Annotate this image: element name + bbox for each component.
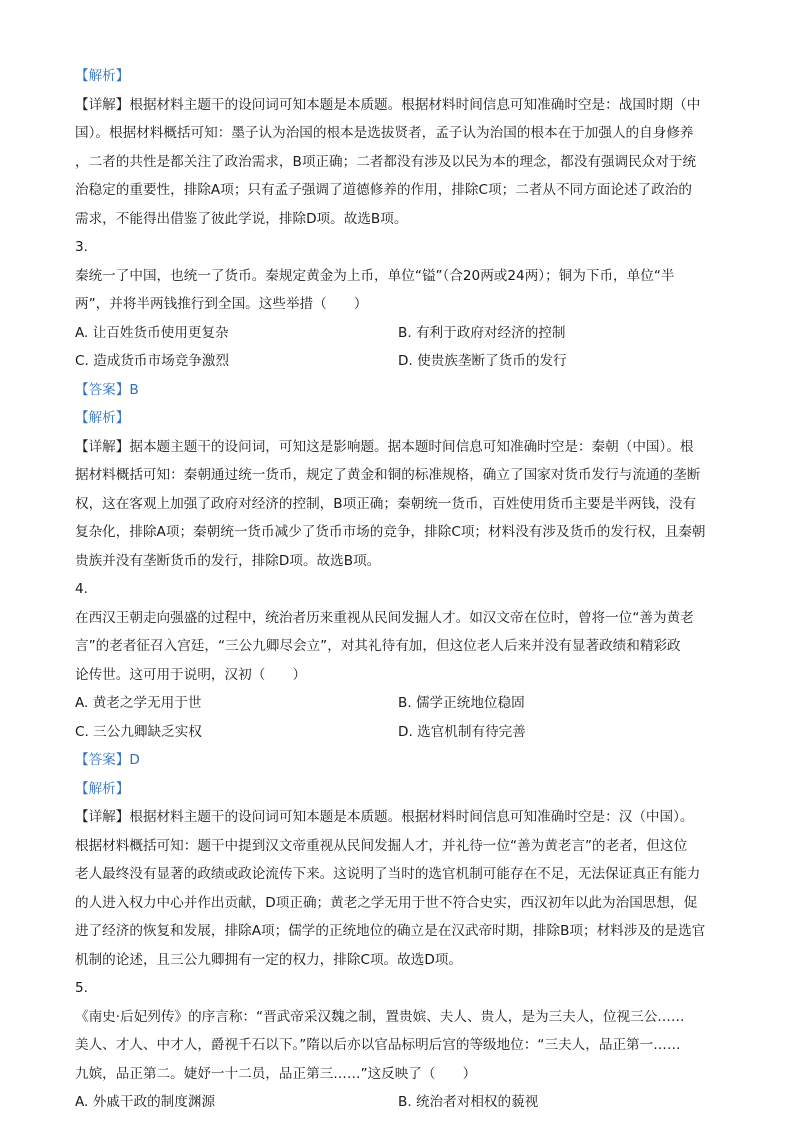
q4-stem-line: 在西汉王朝走向强盛的过程中，统治者历来重视从民间发掘人才。如汉文帝在位时，曾将一位“善为黄老	[75, 609, 694, 626]
q5-stem-line: 《南史·后妃列传》的序言称：“晋武帝采汉魏之制，置贵嫔、夫人、贵人，是为三夫人，位视三公……	[75, 1008, 685, 1025]
q4-detail-line: 的人进入权力中心并作出贡献，D项正确；黄老之学无用于世不符合史实，西汉初年以此为治国思想，促	[75, 894, 698, 911]
q3-options-row-2	[75, 347, 725, 376]
q3-number: 3.	[75, 239, 88, 255]
q3-detail-line: 据材料概括可知：秦朝通过统一货币，规定了黄金和铜的标准规格，确立了国家对货币发行与流通的垄断	[75, 467, 701, 483]
q4-option-d: D. 选官机制有待完善	[398, 723, 526, 740]
q3-stem	[75, 262, 725, 319]
q2-detail-line: 【详解】根据材料主题干的设问词可知本题是本质题。根据材料时间信息可知准确时空是：战国时期（中	[75, 96, 701, 113]
q3-detail-line: 贵族并没有垄断货币的发行，排除D项。故选B项。	[75, 552, 381, 569]
q4-options-row-1	[75, 689, 725, 718]
q4-options-row-2	[75, 718, 725, 747]
q2-detail-line: 需求，不能得出借鉴了彼此学说，排除D项。故选B项。	[75, 210, 408, 227]
q4-detail	[75, 803, 725, 974]
q4-detail-line: 机制的论述，且三公九卿拥有一定的权力，排除C项。故选D项。	[75, 951, 462, 968]
q4-detail-line: 【详解】根据材料主题干的设问词可知本题是本质题。根据材料时间信息可知准确时空是：汉（中国）。	[75, 809, 694, 825]
q3-option-a: A. 让百姓货币使用更复杂	[75, 324, 229, 341]
q5-stem	[75, 1003, 725, 1089]
q5-stem-line: 九嫔，品正第二。婕妤一十二员，品正第三……”这反映了（ ）	[75, 1065, 477, 1082]
q3-stem-line: 秦统一了中国，也统一了货币。秦规定黄金为上币，单位“镒”（合20两或24两）；铜为下币，单位“半	[75, 267, 675, 284]
q4-number: 4.	[75, 581, 88, 597]
q4-stem-line: 言”的老者征召入宫廷，“三公九卿尽会立”，对其礼待有加，但这位老人后来并没有显著政绩和精彩政	[75, 638, 681, 654]
q3-analysis-label: 【解析】	[75, 410, 130, 426]
q2-detail-line: 治稳定的重要性，排除A项；只有孟子强调了道德修养的作用，排除C项；二者从不同方面论述了政治的	[75, 182, 692, 198]
q5-number: 5.	[75, 980, 88, 996]
q3-stem-line: 两”，并将半两钱推行到全国。这些举措（ ）	[75, 296, 368, 312]
q4-option-a: A. 黄老之学无用于世	[75, 695, 202, 711]
q4-option-b: B. 儒学正统地位稳固	[398, 695, 525, 711]
q5-option-a: A. 外戚干政的制度渊源	[75, 1094, 216, 1110]
q4-analysis-label: 【解析】	[75, 780, 130, 797]
q4-detail-line: 进了经济的恢复和发展，排除A项；儒学的正统地位的确立是在汉武帝时期，排除B项；材料涉及的是选官	[75, 923, 706, 939]
q5-options-row-1	[75, 1088, 725, 1117]
q3-option-d: D. 使贵族垄断了货币的发行	[398, 353, 567, 369]
q2-analysis-label: 【解析】	[75, 68, 130, 84]
q2-detail-line: 国）。根据材料概括可知：墨子认为治国的根本是选拔贤者，孟子认为治国的根本在于加强人的自身修养	[75, 125, 694, 141]
q3-answer: 【答案】B	[75, 381, 139, 398]
q4-detail-line: 根据材料概括可知：题干中提到汉文帝重视从民间发掘人才，并礼待一位“善为黄老言”的老者，但这位	[75, 837, 688, 854]
q3-detail-line: 复杂化，排除A项；秦朝统一货币减少了货币市场的竞争，排除C项；材料没有涉及货币的发行权，且秦朝	[75, 524, 706, 540]
q3-options-row-1	[75, 319, 725, 348]
q3-option-c: C. 造成货币市场竞争激烈	[75, 353, 230, 369]
q5-option-b: B. 统治者对相权的藐视	[398, 1094, 539, 1110]
q4-option-c: C. 三公九卿缺乏实权	[75, 723, 202, 740]
document-page	[75, 62, 725, 1117]
q4-detail-line: 老人最终没有显著的政绩或政论流传下来。这说明了当时的选官机制可能存在不足，无法保证真正有能力	[75, 866, 701, 882]
q3-option-b: B. 有利于政府对经济的控制	[398, 324, 566, 341]
q4-answer: 【答案】D	[75, 752, 140, 768]
q2-detail	[75, 91, 725, 234]
q4-stem	[75, 604, 725, 690]
q2-detail-line: ，二者的共性是都关注了政治需求，B项正确；二者都没有涉及以民为本的理念，都没有强调民众对于统	[75, 153, 697, 170]
q3-detail	[75, 433, 725, 576]
q4-stem-line: 论传世。这可用于说明，汉初（ ）	[75, 666, 307, 683]
q3-detail-line: 权，这在客观上加强了政府对经济的控制，B项正确；秦朝统一货币，百姓使用货币主要是半两钱，没有	[75, 495, 697, 512]
q5-stem-line: 美人、才人、中才人，爵视千石以下。”隋以后亦以官品标明后宫的等级地位：“三夫人，品正第一……	[75, 1037, 681, 1053]
q3-detail-line: 【详解】据本题主题干的设问词，可知这是影响题。据本题时间信息可知准确时空是：秦朝（中国）。根	[75, 438, 694, 455]
